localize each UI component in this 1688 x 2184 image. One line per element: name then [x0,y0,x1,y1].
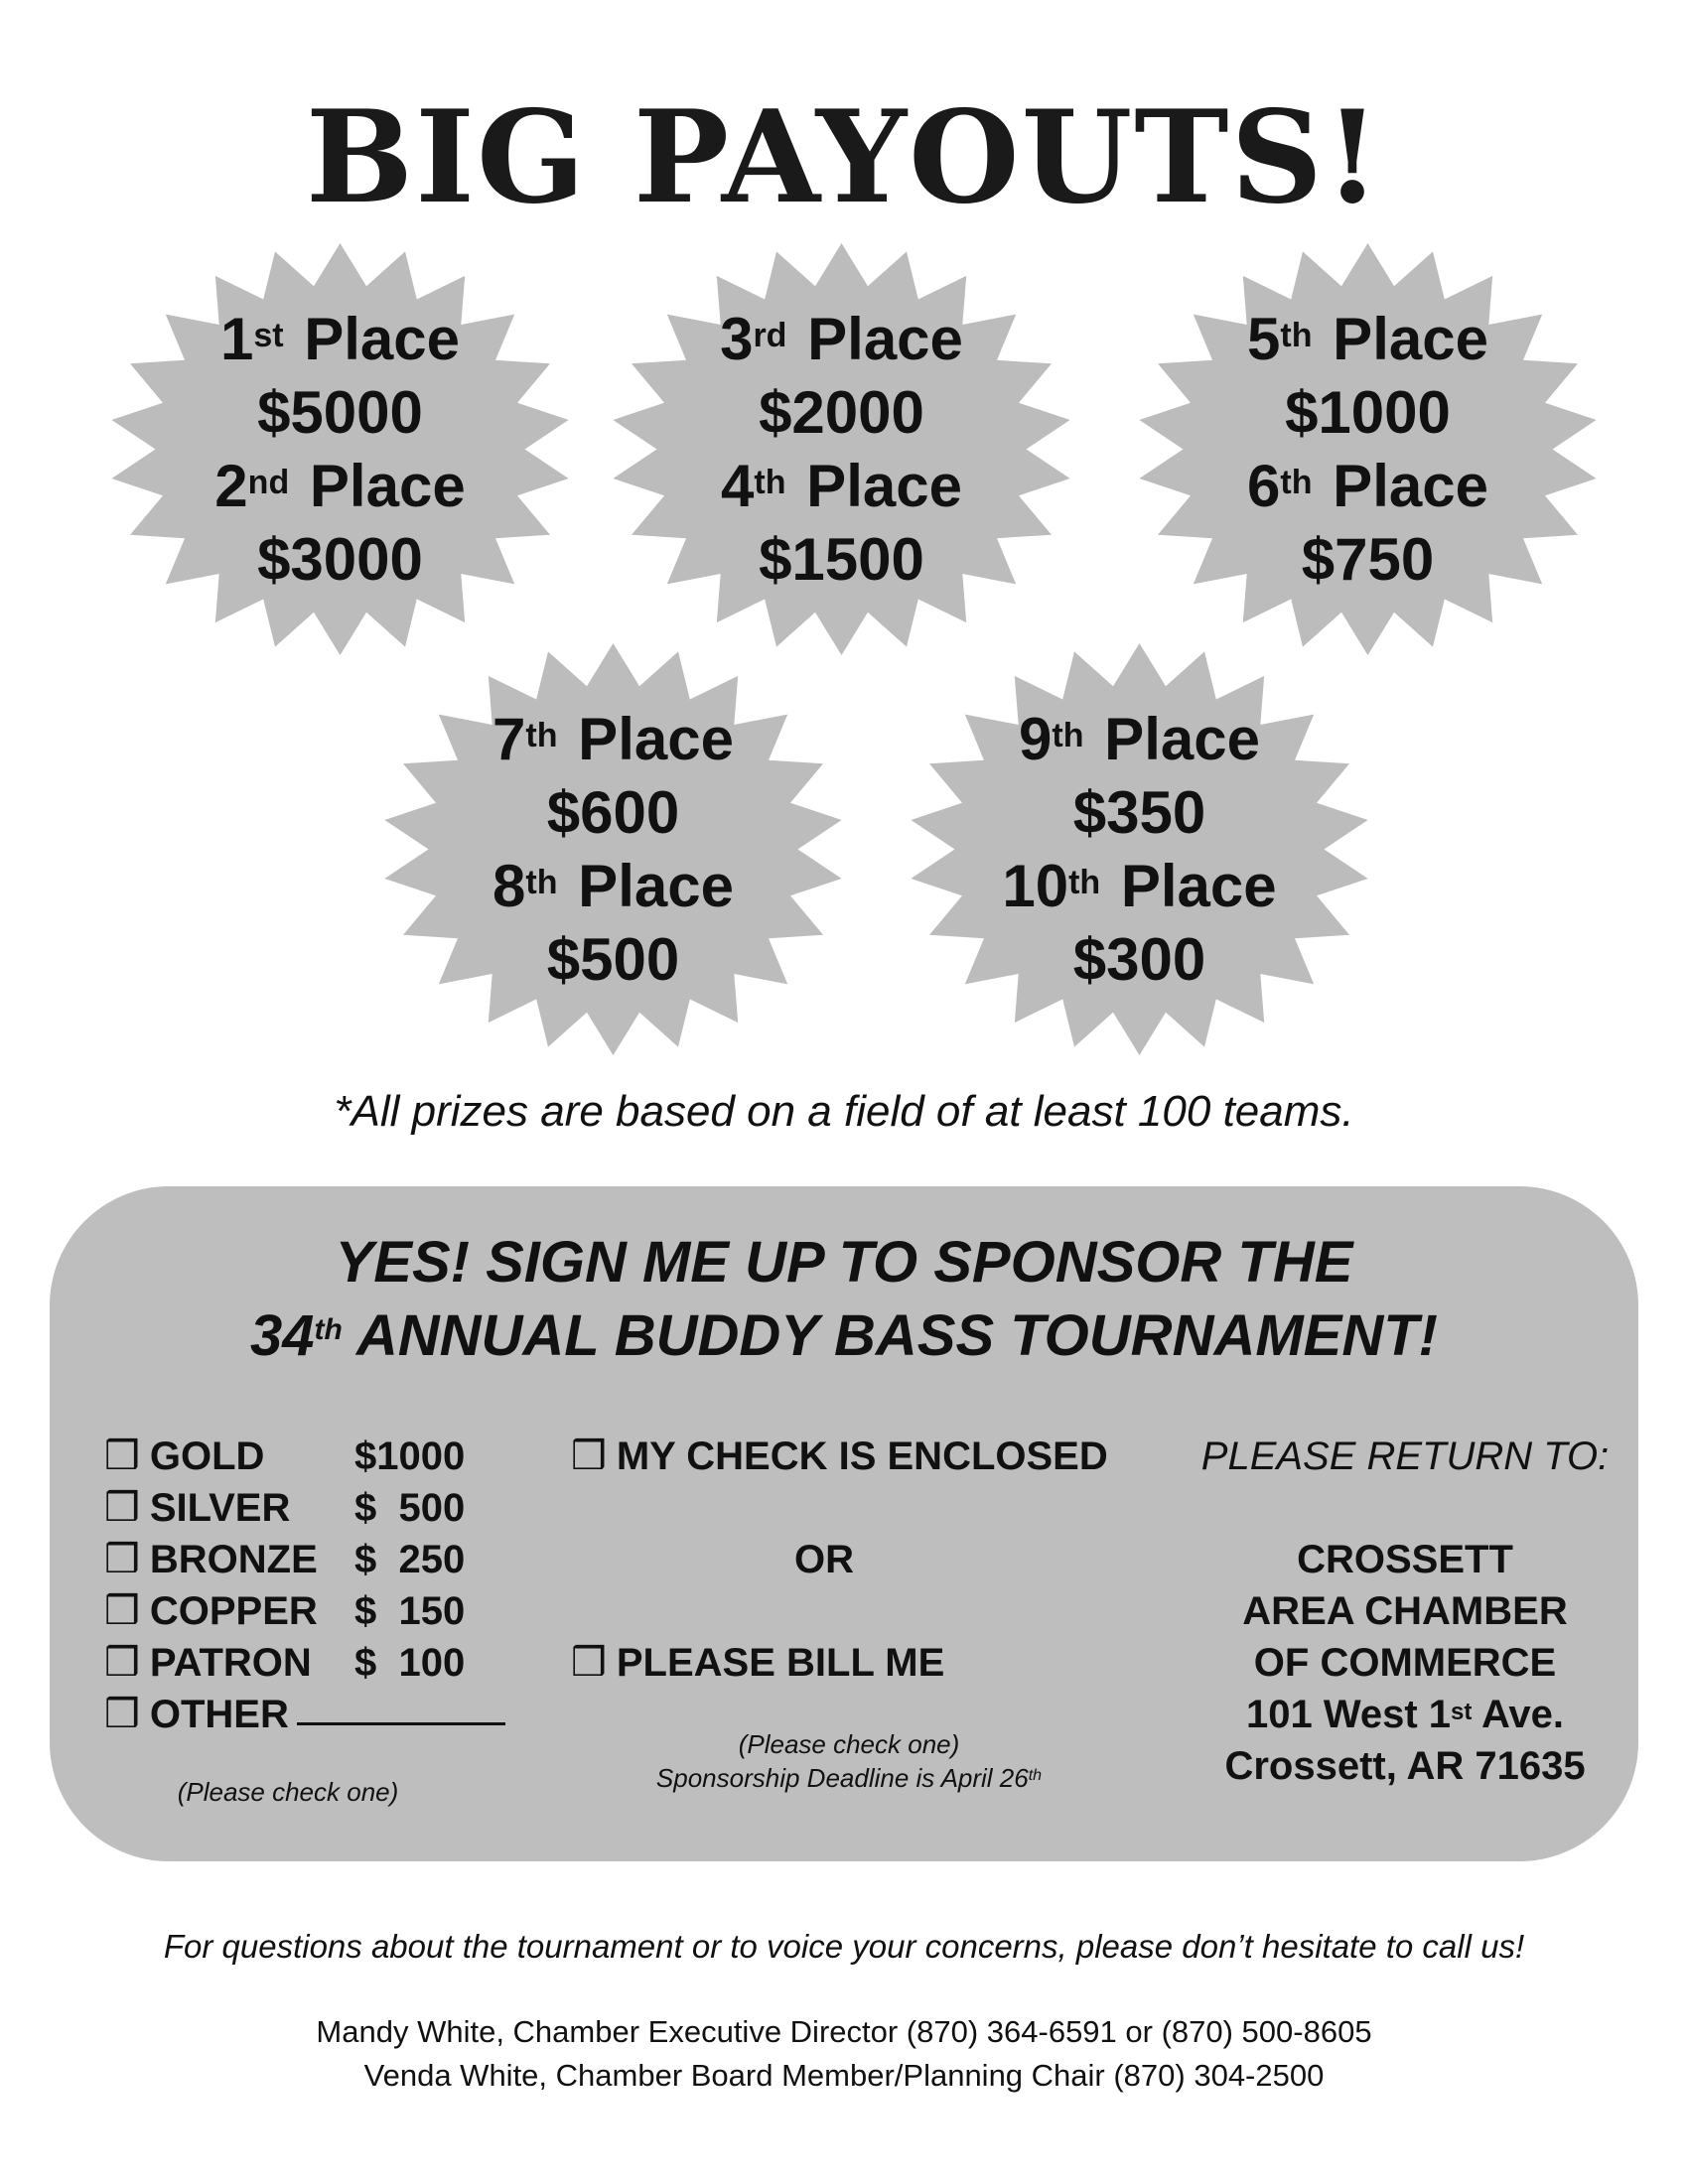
checkbox-icon[interactable]: ❒ [104,1693,140,1736]
other-amount-blank[interactable] [297,1689,505,1725]
deadline-text: Sponsorship Deadline is April 26th [655,1763,1043,1793]
place-label: 6th Place [1247,452,1488,519]
level-name: OTHER [149,1693,289,1736]
sponsor-level-other[interactable] [104,1689,505,1740]
return-city: Crossett, AR 71635 [1224,1744,1586,1788]
contacts [0,2010,1688,2098]
sponsor-level-silver[interactable] [104,1482,505,1534]
payout-amount: $300 [1072,925,1206,993]
return-address [1187,1431,1623,1792]
prize-note: *All prizes are based on a field of at least 100 teams. [334,1087,1354,1136]
level-name: ❒ PATRON [104,1637,354,1689]
payout-burst-3 [1137,243,1599,655]
place-label: 2nd Place [214,452,466,519]
questions-text: For questions about the tournament or to voice your concerns, please don’t hesitate to call us! [163,1928,1525,1965]
sponsor-level-copper[interactable] [104,1585,505,1637]
place-label: 1st Place [219,305,461,372]
checkbox-icon[interactable]: ❒ [104,1538,140,1581]
place-label: 4th Place [721,452,962,519]
place-label: 7th Place [492,705,734,772]
place-label: 9th Place [1019,705,1260,772]
payout-amount: $500 [546,925,680,993]
or-label: OR [794,1538,854,1581]
return-line-1: CROSSETT [1297,1538,1513,1581]
sponsor-heading-line1: YES! SIGN ME UP TO SPONSOR THE [335,1230,1353,1295]
payout-text [109,243,571,655]
page-title: BIG PAYOUTS! [305,83,1383,232]
checkbox-icon[interactable]: ❒ [104,1486,140,1530]
level-name: ❒ BRONZE [104,1534,354,1585]
contact-line-1: Mandy White, Chamber Executive Director (870) 364-6591 or (870) 500-8605 [316,2014,1372,2049]
payout-amount: $750 [1301,525,1435,593]
payout-amount: $1000 [1285,378,1451,446]
level-amount: $ 500 [354,1486,466,1530]
contact-line-2: Venda White, Chamber Board Member/Planning Chair (870) 304-2500 [363,2058,1325,2093]
checkbox-icon[interactable]: ❒ [104,1589,140,1633]
level-amount: $ 250 [354,1538,466,1581]
payment-options [571,1431,1127,1689]
place-label: 10th Place [1002,852,1277,919]
place-label: 5th Place [1247,305,1488,372]
payout-text [382,643,844,1055]
bill-me-option[interactable]: ❒ PLEASE BILL ME [571,1637,1127,1689]
check-enclosed-option[interactable]: ❒ MY CHECK IS ENCLOSED [571,1431,1127,1482]
payout-burst-2 [611,243,1072,655]
payout-amount: $1500 [759,525,924,593]
payout-amount: $600 [546,778,680,846]
sponsor-panel [50,1186,1638,1861]
level-name: ❒ GOLD [104,1431,354,1482]
payment-note: (Please check one) Sponsorship Deadline is April 26th [601,1727,1097,1795]
level-amount: $ 150 [354,1589,466,1633]
return-heading: PLEASE RETURN TO: [1200,1434,1610,1478]
payout-amount: $2000 [759,378,924,446]
checkbox-icon[interactable]: ❒ [571,1434,607,1478]
return-street: 101 West 1st Ave. [1245,1693,1565,1736]
checkbox-icon[interactable]: ❒ [571,1641,607,1685]
payout-burst-4 [382,643,844,1055]
checkbox-icon[interactable]: ❒ [104,1434,140,1478]
place-label: 8th Place [492,852,734,919]
level-amount: $ 100 [354,1641,466,1685]
sponsor-heading-line2: 34th ANNUAL BUDDY BASS TOURNAMENT! [250,1303,1438,1368]
payout-text [611,243,1072,655]
payout-text [909,643,1370,1055]
sponsor-heading [50,1226,1638,1373]
return-line-2: AREA CHAMBER [1242,1589,1568,1633]
level-name: ❒ COPPER [104,1585,354,1637]
sponsor-level-bronze[interactable] [104,1534,505,1585]
level-name: ❒ SILVER [104,1482,354,1534]
payout-amount: $3000 [257,525,423,593]
payout-burst-1 [109,243,571,655]
checkbox-icon[interactable]: ❒ [104,1641,140,1685]
payout-amount: $350 [1072,778,1206,846]
return-line-3: OF COMMERCE [1253,1641,1557,1685]
sponsor-level-patron[interactable] [104,1637,505,1689]
payout-amount: $5000 [257,378,423,446]
place-label: 3rd Place [720,305,963,372]
sponsor-level-gold[interactable] [104,1431,505,1482]
payout-burst-5 [909,643,1370,1055]
sponsor-levels [104,1431,505,1740]
payout-text [1137,243,1599,655]
levels-note: (Please check one) [177,1777,399,1807]
level-amount: $1000 [354,1434,466,1478]
